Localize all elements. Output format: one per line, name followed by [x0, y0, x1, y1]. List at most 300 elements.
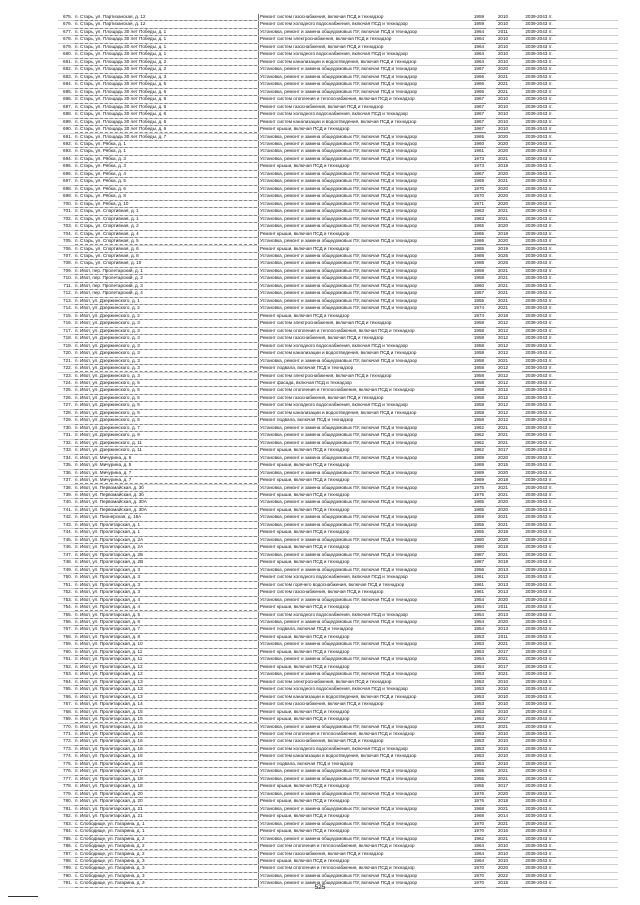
- address-cell: п. Стаpь, ул. Рябка, д. 1: [75, 148, 257, 155]
- address-cell: п. Стаpь, ул. Площадь 30 лет Победы, д. 6: [75, 104, 257, 111]
- table-row: [58, 806, 618, 813]
- work-type-cell: Установка, ремонт и замена общедомовых ПУ, включая ПСД и технадзор: [258, 223, 472, 229]
- table-row: [58, 178, 618, 185]
- year-built-cell: 1987: [472, 552, 486, 559]
- planned-period-cell: 2039-2043 гг.: [522, 156, 556, 163]
- year-built-cell: 1958: [472, 380, 486, 387]
- year-built-cell: 1959: [472, 268, 486, 275]
- work-type-cell: Ремонт крыши, включая ПСД и технадзор: [258, 858, 472, 864]
- year-built-cell: 1964: [472, 59, 486, 66]
- planned-period-cell: 2039-2043 гг.: [522, 29, 556, 36]
- row-number: 677.: [63, 28, 72, 34]
- row-number: 705.: [63, 238, 72, 244]
- address-cell: п. Стаpь, ул. Рябка, д. 3: [75, 163, 257, 170]
- last-repair-year-cell: 2021: [496, 552, 510, 559]
- last-repair-year-cell: 2010: [496, 746, 510, 753]
- last-repair-year-cell: 2010: [496, 731, 510, 738]
- table-row: [58, 679, 618, 686]
- planned-period-cell: 2039-2043 гг.: [522, 395, 556, 402]
- table-row: [58, 134, 618, 141]
- table-row: [58, 201, 618, 208]
- year-built-cell: 1964: [472, 851, 486, 858]
- planned-period-cell: 2039-2043 гг.: [522, 634, 556, 641]
- table-row: [58, 335, 618, 342]
- row-number: 701.: [63, 208, 72, 214]
- table-row: [58, 694, 618, 701]
- work-type-cell: Установка, ремонт и замена общедомовых ПУ, включая ПСД и технадзор: [258, 425, 472, 431]
- row-number: 760.: [63, 648, 72, 654]
- table-row: [58, 395, 618, 402]
- address-cell: п. Ивот, ул. Пролетарская, д. 1: [75, 529, 257, 536]
- year-built-cell: 1953: [472, 753, 486, 760]
- address-cell: п. Ивот, ул. Пролетарская, д. 15: [75, 709, 257, 716]
- year-built-cell: 1974: [472, 305, 486, 312]
- table-row: [58, 567, 618, 574]
- row-number: 754.: [63, 604, 72, 610]
- planned-period-cell: 2039-2043 гг.: [522, 51, 556, 58]
- last-repair-year-cell: 2020: [496, 238, 510, 245]
- last-repair-year-cell: 2021: [496, 358, 510, 365]
- table-row: [58, 574, 618, 581]
- work-type-cell: Ремонт подвала, включая ПСД и технадзор: [258, 761, 472, 767]
- year-built-cell: 1964: [472, 858, 486, 865]
- planned-period-cell: 2039-2043 гг.: [522, 171, 556, 178]
- planned-period-cell: 2039-2043 гг.: [522, 96, 556, 103]
- work-type-cell: Установка, ремонт и замена общедомовых ПУ, включая ПСД и технадзор: [258, 283, 472, 289]
- year-built-cell: 1959: [472, 14, 486, 21]
- row-number: 740.: [63, 499, 72, 505]
- planned-period-cell: 2039-2043 гг.: [522, 298, 556, 305]
- row-number: 693.: [63, 148, 72, 154]
- year-built-cell: 1965: [472, 223, 486, 230]
- planned-period-cell: 2039-2043 гг.: [522, 724, 556, 731]
- year-built-cell: 1963: [472, 216, 486, 223]
- planned-period-cell: 2039-2043 гг.: [522, 328, 556, 335]
- table-row: [58, 776, 618, 783]
- last-repair-year-cell: 2025: [496, 253, 510, 260]
- table-row: [58, 81, 618, 88]
- row-number: 704.: [63, 230, 72, 236]
- work-type-cell: Ремонт систем холодного водоснабжения, включая ПСД и технадзор: [258, 402, 472, 408]
- table-row: [58, 186, 618, 193]
- address-cell: п. Ивот, пер. Пролетарский, д. 1: [75, 268, 257, 275]
- last-repair-year-cell: 2021: [496, 492, 510, 499]
- last-repair-year-cell: 2020: [496, 141, 510, 148]
- year-built-cell: 1985: [472, 246, 486, 253]
- table-row: [58, 298, 618, 305]
- last-repair-year-cell: 2021: [496, 425, 510, 432]
- planned-period-cell: 2039-2043 гг.: [522, 455, 556, 462]
- work-type-cell: Установка, ремонт и замена общедомовых ПУ, включая ПСД и технадзор: [258, 485, 472, 491]
- year-built-cell: 1970: [472, 193, 486, 200]
- year-built-cell: 1958: [472, 343, 486, 350]
- address-cell: п. Ивот, ул. Дзержинского, д. 5: [75, 402, 257, 409]
- row-number: 737.: [63, 477, 72, 483]
- row-number: 697.: [63, 178, 72, 184]
- planned-period-cell: 2039-2043 гг.: [522, 738, 556, 745]
- address-cell: п. Ивот, ул. Первомайская, д. 30А: [75, 507, 257, 514]
- work-type-cell: Установка, ремонт и замена общедомовых ПУ, включая ПСД и технадзор: [258, 253, 472, 259]
- row-number: 710.: [63, 275, 72, 281]
- work-type-cell: Ремонт систем газоснабжения, включая ПСД и технадзор: [258, 104, 472, 110]
- year-built-cell: 1961: [472, 582, 486, 589]
- address-cell: с. Слободище, ул. Гагарина, д. 3: [75, 858, 257, 865]
- planned-period-cell: 2039-2043 гг.: [522, 851, 556, 858]
- planned-period-cell: 2039-2043 гг.: [522, 529, 556, 536]
- table-row: [58, 783, 618, 790]
- address-cell: п. Ивот, ул. Пролетарская, д. 16: [75, 761, 257, 768]
- work-type-cell: Ремонт фасада, включая ПСД и технадзор: [258, 380, 472, 386]
- last-repair-year-cell: 2021: [496, 298, 510, 305]
- planned-period-cell: 2039-2043 гг.: [522, 440, 556, 447]
- year-built-cell: 1970: [472, 873, 486, 880]
- work-type-cell: Установка, ремонт и замена общедомовых ПУ, включая ПСД и технадзор: [258, 597, 472, 603]
- address-cell: с. Слободище, ул. Гагарина, д. 2: [75, 843, 257, 850]
- year-built-cell: 1958: [472, 417, 486, 424]
- address-cell: п. Стаpь, ул. Площадь 30 лет Победы, д. 1: [75, 44, 257, 51]
- work-type-cell: Установка, ремонт и замена общедомовых ПУ, включая ПСД и технадзор: [258, 298, 472, 304]
- work-type-cell: Ремонт систем канализации и водоотведения, включая ПСД и технадзор: [258, 59, 472, 65]
- work-type-cell: Установка, ремонт и замена общедомовых ПУ, включая ПСД и технадзор: [258, 89, 472, 95]
- year-built-cell: 1956: [472, 567, 486, 574]
- last-repair-year-cell: 2010: [496, 96, 510, 103]
- work-type-cell: Установка, ремонт и замена общедомовых ПУ, включая ПСД и технадзор: [258, 776, 472, 782]
- address-cell: п. Ивот, ул. Дзержинского, д. 7: [75, 425, 257, 432]
- planned-period-cell: 2039-2043 гг.: [522, 619, 556, 626]
- work-type-cell: Установка, ремонт и замена общедомовых ПУ, включая ПСД и технадзор: [258, 455, 472, 461]
- last-repair-year-cell: 2021: [496, 836, 510, 843]
- last-repair-year-cell: 2010: [496, 694, 510, 701]
- row-number: 743.: [63, 521, 72, 527]
- table-row: [58, 387, 618, 394]
- last-repair-year-cell: 2021: [496, 522, 510, 529]
- table-row: [58, 499, 618, 506]
- work-type-cell: Установка, ремонт и замена общедомовых ПУ, включая ПСД и технадзор: [258, 171, 472, 177]
- last-repair-year-cell: 2012: [496, 350, 510, 357]
- last-repair-year-cell: 2010: [496, 843, 510, 850]
- table-row: [58, 380, 618, 387]
- table-row: [58, 223, 618, 230]
- year-built-cell: 1967: [472, 111, 486, 118]
- row-number: 751.: [63, 581, 72, 587]
- address-cell: п. Ивот, ул. Мичурина, д. 5: [75, 462, 257, 469]
- table-row: [58, 612, 618, 619]
- year-built-cell: 1976: [472, 791, 486, 798]
- planned-period-cell: 2039-2043 гг.: [522, 507, 556, 514]
- planned-period-cell: 2039-2043 гг.: [522, 783, 556, 790]
- row-number: 777.: [63, 775, 72, 781]
- planned-period-cell: 2039-2043 гг.: [522, 74, 556, 81]
- work-type-cell: Ремонт систем холодного водоснабжения, включая ПСД и технадзор: [258, 746, 472, 752]
- table-row: [58, 485, 618, 492]
- address-cell: п. Ивот, ул. Дзержинского, д. 5: [75, 395, 257, 402]
- planned-period-cell: 2039-2043 гг.: [522, 544, 556, 551]
- work-type-cell: Установка, ремонт и замена общедомовых ПУ, включая ПСД и технадзор: [258, 81, 472, 87]
- address-cell: п. Стаpь, ул. Площадь 30 лет Победы, д. 1: [75, 36, 257, 43]
- last-repair-year-cell: 2012: [496, 395, 510, 402]
- last-repair-year-cell: 2020: [496, 171, 510, 178]
- last-repair-year-cell: 2015: [496, 880, 510, 887]
- row-number: 746.: [63, 544, 72, 550]
- work-type-cell: Установка, ремонт и замена общедомовых ПУ, включая ПСД и технадзор: [258, 671, 472, 677]
- row-number: 738.: [63, 484, 72, 490]
- address-cell: п. Ивот, ул. Пролетарская, д. 11: [75, 649, 257, 656]
- address-cell: п. Ивот, ул. Дзержинского, д. 9: [75, 432, 257, 439]
- work-type-cell: Ремонт систем отопления и теплоснабжения, включая ПСД и технадзор: [258, 865, 472, 871]
- row-number: 752.: [63, 589, 72, 595]
- address-cell: п. Стаpь, ул. Площадь 30 лет Победы, д. 6: [75, 126, 257, 133]
- row-number: 680.: [63, 51, 72, 57]
- table-row: [58, 410, 618, 417]
- address-cell: п. Ивот, ул. Пролетарская, д. 2Б: [75, 552, 257, 559]
- planned-period-cell: 2039-2043 гг.: [522, 402, 556, 409]
- work-type-cell: Установка, ремонт и замена общедомовых ПУ, включая ПСД и технадзор: [258, 201, 472, 207]
- year-built-cell: 1959: [472, 21, 486, 28]
- work-type-cell: Ремонт подвала, включая ПСД и технадзор: [258, 417, 472, 423]
- year-built-cell: 1988: [472, 260, 486, 267]
- table-row: [58, 761, 618, 768]
- last-repair-year-cell: 2012: [496, 373, 510, 380]
- table-row: [58, 873, 618, 880]
- table-row: [58, 320, 618, 327]
- address-cell: п. Стаpь, ул. Площадь 30 лет Победы, д. 6: [75, 96, 257, 103]
- year-built-cell: 1967: [472, 66, 486, 73]
- planned-period-cell: 2039-2043 гг.: [522, 305, 556, 312]
- row-number: 776.: [63, 768, 72, 774]
- row-number: 785.: [63, 835, 72, 841]
- row-number: 757.: [63, 626, 72, 632]
- last-repair-year-cell: 2013: [496, 574, 510, 581]
- table: [58, 14, 618, 888]
- table-row: [58, 51, 618, 58]
- row-number: 713.: [63, 297, 72, 303]
- table-row: [58, 634, 618, 641]
- row-number: 791.: [63, 880, 72, 886]
- address-cell: п. Стаpь, ул. Площадь 30 лет Победы, д. 1: [75, 29, 257, 36]
- row-number: 773.: [63, 745, 72, 751]
- planned-period-cell: 2039-2043 гг.: [522, 320, 556, 327]
- year-built-cell: 1962: [472, 432, 486, 439]
- year-built-cell: 1960: [472, 141, 486, 148]
- year-built-cell: 1958: [472, 402, 486, 409]
- table-row: [58, 29, 618, 36]
- year-built-cell: 1968: [472, 806, 486, 813]
- address-cell: п. Ивот, ул. Пролетарская, д. 18: [75, 783, 257, 790]
- work-type-cell: Установка, ремонт и замена общедомовых ПУ, включая ПСД и технадзор: [258, 641, 472, 647]
- table-row: [58, 701, 618, 708]
- row-number: 778.: [63, 783, 72, 789]
- year-built-cell: 1961: [472, 589, 486, 596]
- year-built-cell: 1970: [472, 880, 486, 887]
- work-type-cell: Установка, ремонт и замена общедомовых ПУ, включая ПСД и технадзор: [258, 208, 472, 214]
- address-cell: п. Ивот, ул. Пролетарская, д. 2А: [75, 544, 257, 551]
- last-repair-year-cell: 2022: [496, 873, 510, 880]
- address-cell: п. Стаpь, ул. Рябка, д. 10: [75, 201, 257, 208]
- row-number: 714.: [63, 305, 72, 311]
- address-cell: п. Стаpь, ул. Рябка, д. 8: [75, 193, 257, 200]
- table-row: [58, 417, 618, 424]
- work-type-cell: Установка, ремонт и замена общедомовых ПУ, включая ПСД и технадзор: [258, 806, 472, 812]
- table-row: [58, 148, 618, 155]
- row-number: 702.: [63, 215, 72, 221]
- planned-period-cell: 2039-2043 гг.: [522, 59, 556, 66]
- address-cell: п. Стаpь, ул. Площадь 30 лет Победы, д. 2: [75, 66, 257, 73]
- table-row: [58, 111, 618, 118]
- year-built-cell: 1953: [472, 671, 486, 678]
- planned-period-cell: 2039-2043 гг.: [522, 597, 556, 604]
- planned-period-cell: 2039-2043 гг.: [522, 373, 556, 380]
- address-cell: п. Ивот, ул. Дзержинского, д. 5: [75, 417, 257, 424]
- year-built-cell: 1985: [472, 499, 486, 506]
- planned-period-cell: 2039-2043 гг.: [522, 447, 556, 454]
- table-row: [58, 514, 618, 521]
- planned-period-cell: 2039-2043 гг.: [522, 559, 556, 566]
- year-built-cell: 1962: [472, 425, 486, 432]
- row-number: 767.: [63, 701, 72, 707]
- row-number: 781.: [63, 805, 72, 811]
- table-row: [58, 104, 618, 111]
- last-repair-year-cell: 2010: [496, 36, 510, 43]
- table-row: [58, 440, 618, 447]
- table-row: [58, 791, 618, 798]
- table-row: [58, 432, 618, 439]
- last-repair-year-cell: 2021: [496, 671, 510, 678]
- work-type-cell: Установка, ремонт и замена общедомовых ПУ, включая ПСД и технадзор: [258, 470, 472, 476]
- planned-period-cell: 2039-2043 гг.: [522, 343, 556, 350]
- last-repair-year-cell: 2011: [496, 604, 510, 611]
- planned-period-cell: 2039-2043 гг.: [522, 664, 556, 671]
- planned-period-cell: 2039-2043 гг.: [522, 753, 556, 760]
- last-repair-year-cell: 2010: [496, 851, 510, 858]
- last-repair-year-cell: 2021: [496, 440, 510, 447]
- work-type-cell: Установка, ремонт и замена общедомовых ПУ, включая ПСД и технадзор: [258, 724, 472, 730]
- last-repair-year-cell: 2020: [496, 791, 510, 798]
- row-number: 759.: [63, 641, 72, 647]
- table-row: [58, 507, 618, 514]
- work-type-cell: Установка, ремонт и замена общедомовых ПУ, включая ПСД и технадзор: [258, 432, 472, 438]
- last-repair-year-cell: 2018: [496, 529, 510, 536]
- year-built-cell: 1954: [472, 597, 486, 604]
- row-number: 779.: [63, 790, 72, 796]
- row-number: 723.: [63, 372, 72, 378]
- last-repair-year-cell: 2018: [496, 477, 510, 484]
- planned-period-cell: 2039-2043 гг.: [522, 44, 556, 51]
- work-type-cell: Ремонт крыши, включая ПСД и технадзор: [258, 231, 472, 237]
- row-number: 732.: [63, 439, 72, 445]
- year-built-cell: 1955: [472, 529, 486, 536]
- year-built-cell: 1966: [472, 89, 486, 96]
- year-built-cell: 1967: [472, 119, 486, 126]
- planned-period-cell: 2039-2043 гг.: [522, 649, 556, 656]
- planned-period-cell: 2039-2043 гг.: [522, 761, 556, 768]
- planned-period-cell: 2039-2043 гг.: [522, 260, 556, 267]
- planned-period-cell: 2039-2043 гг.: [522, 111, 556, 118]
- row-number: 725.: [63, 387, 72, 393]
- year-built-cell: 1969: [472, 178, 486, 185]
- last-repair-year-cell: 2021: [496, 305, 510, 312]
- year-built-cell: 1966: [472, 81, 486, 88]
- year-built-cell: 1958: [472, 387, 486, 394]
- address-cell: п. Ивот, ул. Дзержинского, д. 3: [75, 328, 257, 335]
- year-built-cell: 1967: [472, 96, 486, 103]
- work-type-cell: Установка, ремонт и замена общедомовых ПУ, включая ПСД и технадзор: [258, 821, 472, 827]
- last-repair-year-cell: 2010: [496, 44, 510, 51]
- work-type-cell: Установка, ремонт и замена общедомовых ПУ, включая ПСД и технадзор: [258, 522, 472, 528]
- last-repair-year-cell: 2021: [496, 768, 510, 775]
- last-repair-year-cell: 2017: [496, 716, 510, 723]
- last-repair-year-cell: 2026: [496, 260, 510, 267]
- row-number: 692.: [63, 140, 72, 146]
- last-repair-year-cell: 2019: [496, 246, 510, 253]
- planned-period-cell: 2039-2043 гг.: [522, 14, 556, 21]
- address-cell: п. Стаpь, ул. Рябка, д. 3: [75, 156, 257, 163]
- address-cell: п. Стаpь, ул. Рябка, д. 5: [75, 178, 257, 185]
- planned-period-cell: 2039-2043 гг.: [522, 582, 556, 589]
- address-cell: п. Ивот, ул. Дзержинского, д. 5: [75, 410, 257, 417]
- last-repair-year-cell: 2021: [496, 156, 510, 163]
- row-number: 712.: [63, 290, 72, 296]
- planned-period-cell: 2039-2043 гг.: [522, 589, 556, 596]
- planned-period-cell: 2039-2043 гг.: [522, 492, 556, 499]
- year-built-cell: 1964: [472, 36, 486, 43]
- address-cell: с. Слободище, ул. Гагарина, д. 1: [75, 828, 257, 835]
- last-repair-year-cell: 2021: [496, 89, 510, 96]
- address-cell: п. Ивот, ул. Дзержинского, д. 5: [75, 387, 257, 394]
- row-number: 698.: [63, 185, 72, 191]
- address-cell: п. Ивот, ул. Пролетарская, д. 3: [75, 567, 257, 574]
- address-cell: п. Ивот, ул. Дзержинского, д. 3: [75, 358, 257, 365]
- year-built-cell: 1953: [472, 731, 486, 738]
- work-type-cell: Установка, ремонт и замена общедомовых ПУ, включая ПСД и технадзор: [258, 880, 472, 886]
- last-repair-year-cell: 2017: [496, 783, 510, 790]
- address-cell: п. Ивот, ул. Пролетарская, д. 8: [75, 634, 257, 641]
- year-built-cell: 1975: [472, 492, 486, 499]
- last-repair-year-cell: 2010: [496, 858, 510, 865]
- address-cell: п. Ивот, ул. Пролетарская, д. 3: [75, 589, 257, 596]
- address-cell: п. Ивот, пер. Пролетарский, д. 2: [75, 275, 257, 282]
- year-built-cell: 1962: [472, 447, 486, 454]
- planned-period-cell: 2039-2043 гг.: [522, 574, 556, 581]
- table-row: [58, 163, 618, 170]
- last-repair-year-cell: 2011: [496, 634, 510, 641]
- last-repair-year-cell: 2012: [496, 410, 510, 417]
- row-number: 678.: [63, 36, 72, 42]
- table-row: [58, 865, 618, 872]
- table-row: [58, 208, 618, 215]
- year-built-cell: 1989: [472, 477, 486, 484]
- address-cell: п. Ивот, ул. Первомайская, д. 30А: [75, 499, 257, 506]
- year-built-cell: 1955: [472, 768, 486, 775]
- last-repair-year-cell: 2021: [496, 806, 510, 813]
- table-row: [58, 597, 618, 604]
- row-number: 720.: [63, 350, 72, 356]
- work-type-cell: Ремонт систем холодного водоснабжения, включая ПСД и технадзор: [258, 21, 472, 27]
- address-cell: п. Ивот, ул. Пролетарская, д. 21: [75, 806, 257, 813]
- last-repair-year-cell: 2013: [496, 612, 510, 619]
- year-built-cell: 1955: [472, 776, 486, 783]
- last-repair-year-cell: 2020: [496, 499, 510, 506]
- work-type-cell: Ремонт крыши, включая ПСД и технадзор: [258, 709, 472, 715]
- last-repair-year-cell: 2012: [496, 387, 510, 394]
- row-number: 774.: [63, 753, 72, 759]
- planned-period-cell: 2039-2043 гг.: [522, 514, 556, 521]
- work-type-cell: Установка, ремонт и замена общедомовых ПУ, включая ПСД и технадзор: [258, 656, 472, 662]
- year-built-cell: 1953: [472, 709, 486, 716]
- planned-period-cell: 2039-2043 гг.: [522, 36, 556, 43]
- year-built-cell: 1976: [472, 798, 486, 805]
- table-row: [58, 798, 618, 805]
- work-type-cell: Ремонт систем электроснабжения, включая ПСД и технадзор: [258, 679, 472, 685]
